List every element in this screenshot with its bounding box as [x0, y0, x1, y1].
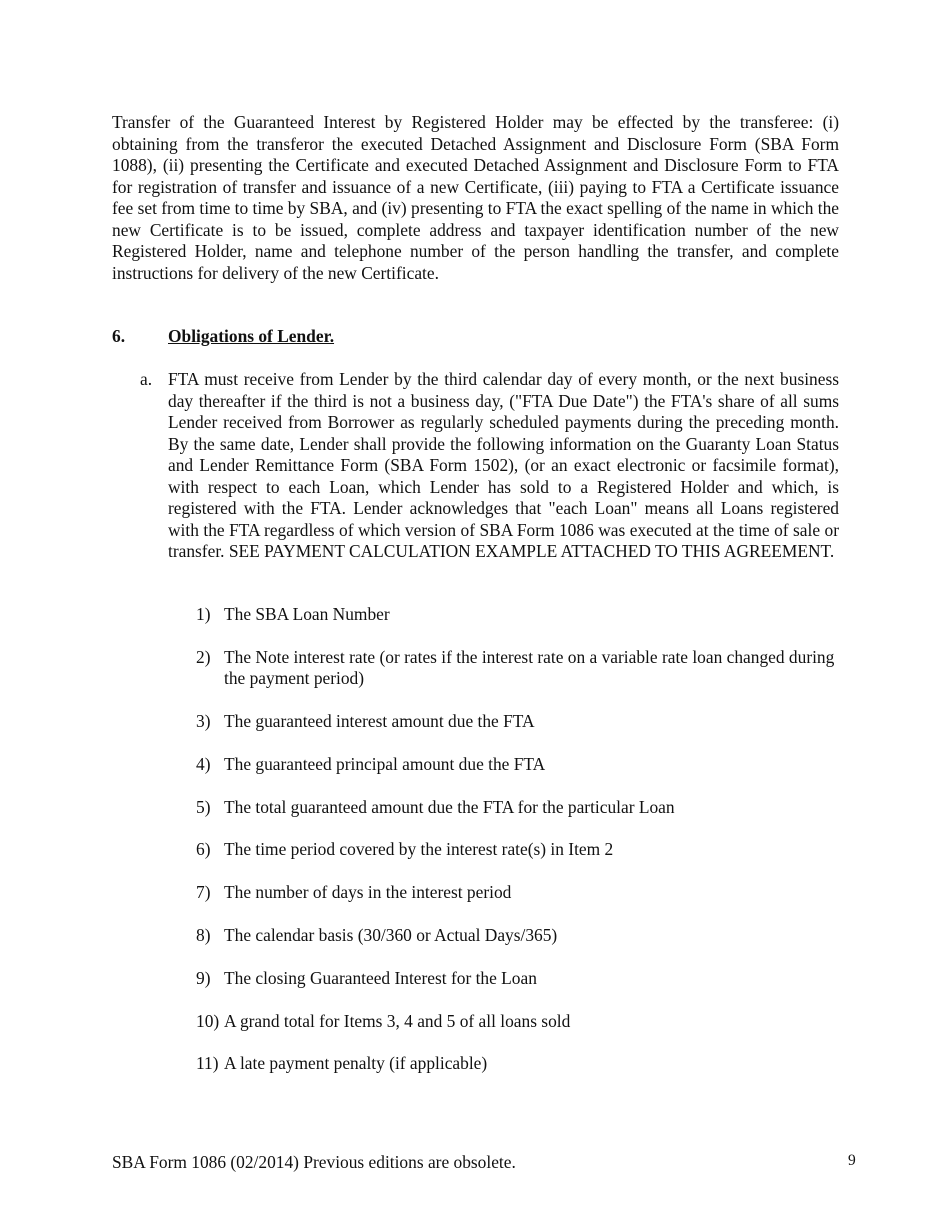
footer-form-label: SBA Form 1086 (02/2014) Previous editions are obsolete. — [112, 1152, 516, 1172]
list-item-number: 9) — [196, 967, 211, 988]
list-item-text: The closing Guaranteed Interest for the Loan — [224, 967, 537, 988]
list-item-number: 10) — [196, 1010, 220, 1031]
intro-paragraph: Transfer of the Guaranteed Interest by Registered Holder may be effected by the transferee: (i) obtaining from the transferor the executed Detached Assignment and Disclosure Form (SBA Form 1088), (ii) presenting the Certificate and executed Detached Assignment and Disclosure Form to FTA for registration of transfer and issuance of a new Certificate, (iii) paying to FTA a Certificate issuance fee set from time to time by SBA, and (iv) presenting to FTA the exact spelling of the name in which the new Certificate is to be issued, complete address and taxpayer identification number of the new Registered Holder, name and telephone number of the person handling the transfer, and complete instructions for delivery of the new Certificate. — [112, 112, 839, 283]
list-item — [196, 647, 839, 690]
list-item — [196, 1011, 839, 1033]
list-item-text: The time period covered by the interest rate(s) in Item 2 — [224, 839, 614, 860]
list-item-number: 8) — [196, 925, 211, 946]
information-list — [196, 604, 839, 1096]
list-item-text: A grand total for Items 3, 4 and 5 of all loans sold — [224, 1010, 571, 1031]
section-title: Obligations of Lender. — [168, 326, 335, 346]
list-item — [196, 1053, 839, 1075]
paragraph-a — [140, 369, 839, 563]
list-item — [196, 839, 839, 861]
list-item-number: 2) — [196, 646, 211, 667]
list-item — [196, 754, 839, 776]
section-heading — [112, 325, 334, 347]
list-item-text: The guaranteed interest amount due the FTA — [224, 711, 535, 732]
list-item-text: A late payment penalty (if applicable) — [224, 1053, 488, 1074]
list-item — [196, 925, 839, 947]
paragraph-a-marker: a. — [140, 369, 153, 389]
list-item — [196, 711, 839, 733]
section-number: 6. — [112, 326, 126, 346]
list-item-number: 11) — [196, 1053, 219, 1074]
list-item — [196, 604, 839, 626]
list-item-text: The SBA Loan Number — [224, 604, 390, 624]
list-item-number: 6) — [196, 839, 211, 860]
list-item-text: The guaranteed principal amount due the FTA — [224, 753, 546, 774]
paragraph-a-text: FTA must receive from Lender by the third calendar day of every month, or the next business day thereafter if the third is not a business day, ("FTA Due Date") the FTA's share of all sums Lender received from Borrower as regularly scheduled payments during the preceding month. By the same date, Lender shall provide the following information on the Guaranty Loan Status and Lender Remittance Form (SBA Form 1502), (or an exact electronic or facsimile format), with respect to each Loan, which Lender has sold to a Registered Holder and which, is registered with the FTA. Lender acknowledges that "each Loan" means all Loans registered with the FTA regardless of which version of SBA Form 1086 was executed at the time of sale or transfer. SEE PAYMENT CALCULATION EXAMPLE ATTACHED TO THIS AGREEMENT. — [168, 369, 839, 561]
list-item — [196, 882, 839, 904]
list-item — [196, 797, 839, 819]
list-item-text: The number of days in the interest period — [224, 882, 512, 903]
page-number: 9 — [848, 1152, 856, 1169]
list-item-text: The calendar basis (30/360 or Actual Days/365) — [224, 925, 558, 946]
list-item-text: The Note interest rate (or rates if the interest rate on a variable rate loan changed during the payment period) — [224, 646, 835, 689]
list-item-number: 5) — [196, 796, 211, 817]
list-item — [196, 968, 839, 990]
list-item-number: 3) — [196, 711, 211, 732]
list-item-number: 4) — [196, 753, 211, 774]
list-item-number: 1) — [196, 604, 211, 624]
list-item-text: The total guaranteed amount due the FTA for the particular Loan — [224, 796, 675, 817]
list-item-number: 7) — [196, 882, 211, 903]
